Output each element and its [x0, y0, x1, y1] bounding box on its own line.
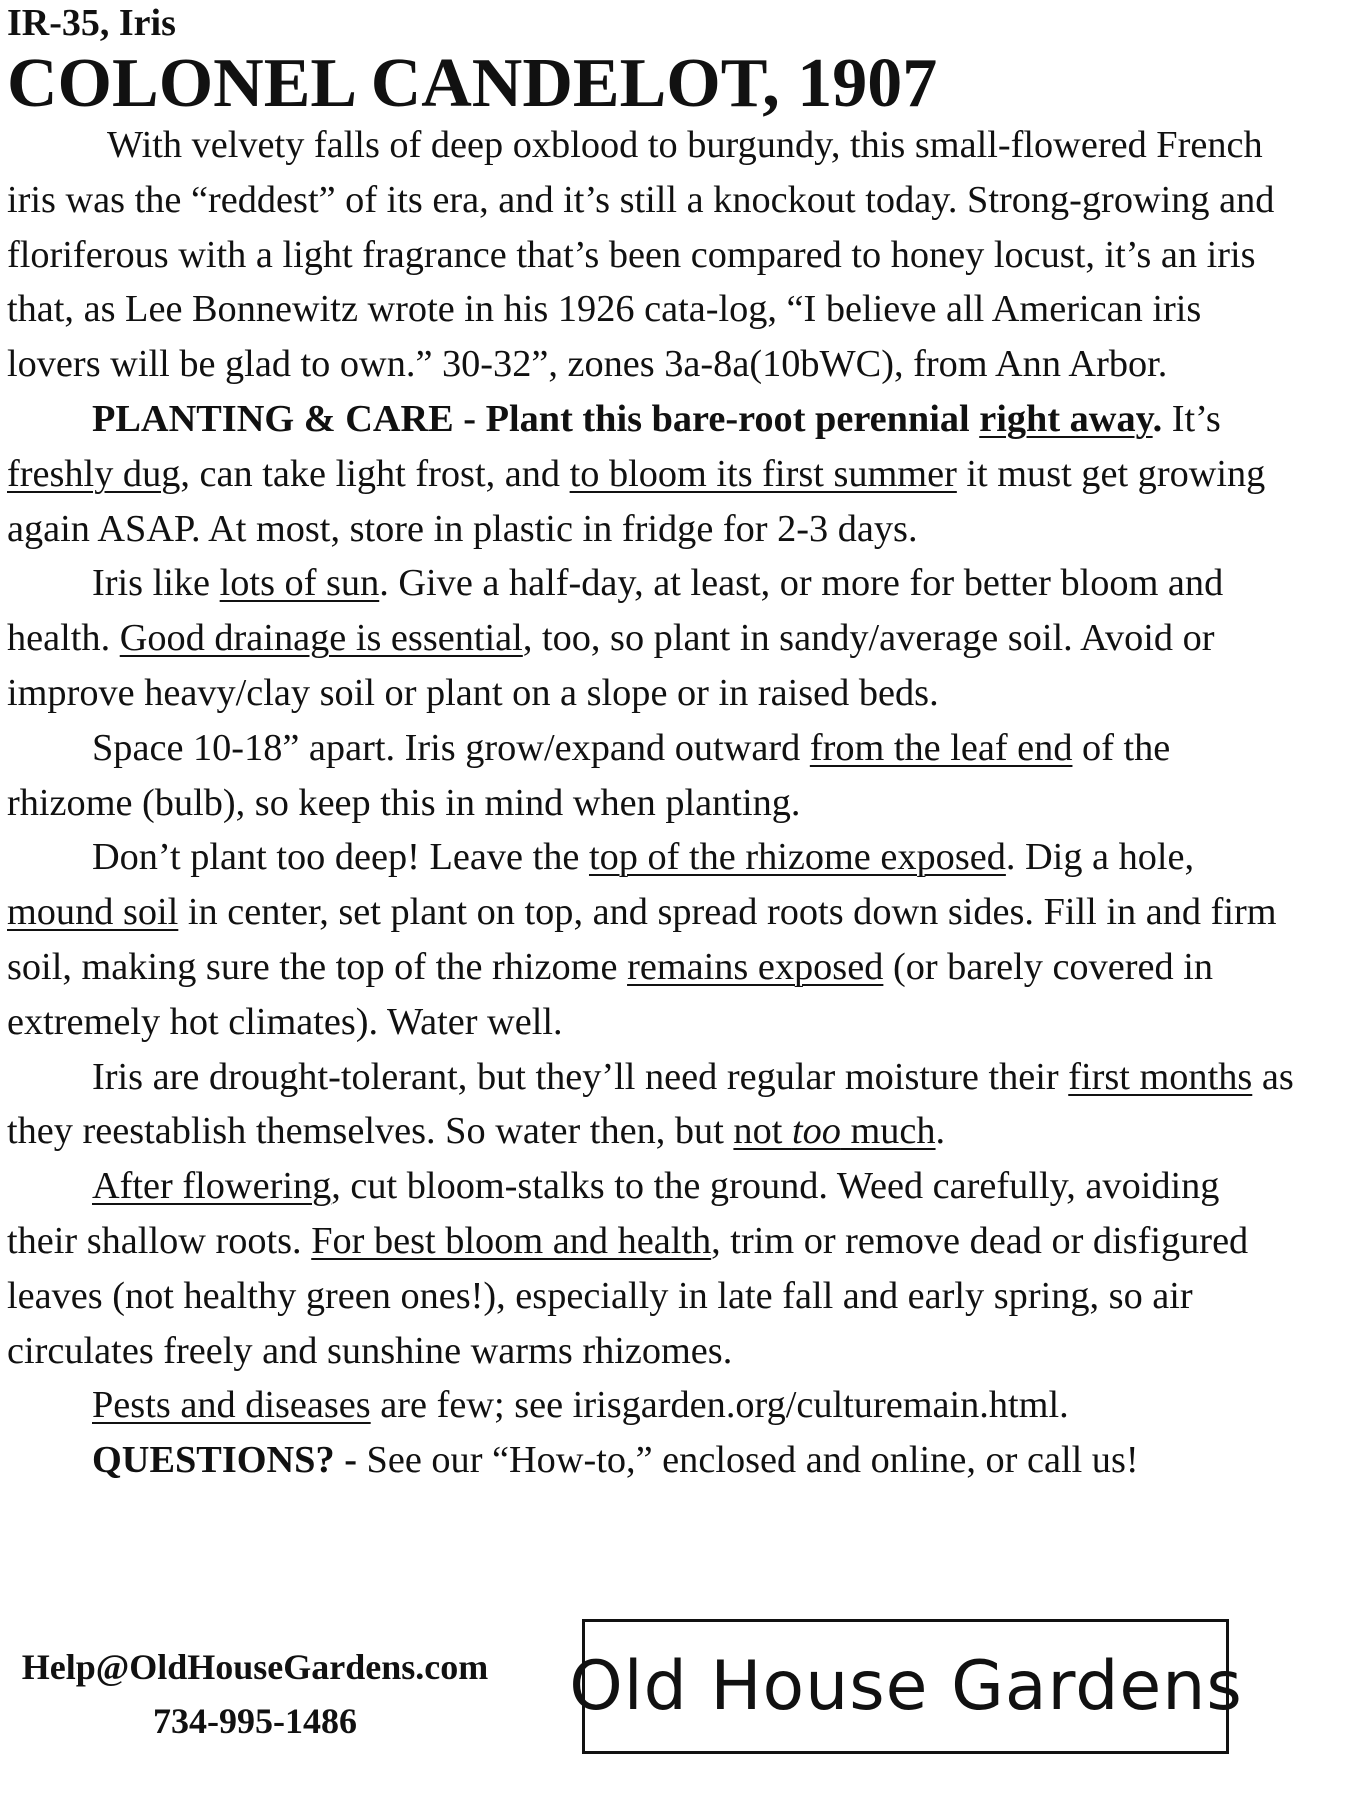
deep-text-3: in center, set plant on top, and spread roots down sides. Fill in and firm soil, making sure the top of the rhizome [7, 891, 1277, 988]
label-sheet [7, 0, 1297, 1488]
spacing-paragraph [7, 721, 1297, 831]
underline-after-flowering: After flowering [92, 1165, 332, 1208]
underline-much: much [840, 1110, 936, 1153]
sun-text-1: Iris like [92, 562, 220, 605]
water-text-2: as they reestablish themselves. So water then, but [7, 1055, 1294, 1153]
underline-freshly-dug: freshly dug [7, 452, 181, 495]
watering-paragraph [7, 1050, 1297, 1160]
questions-paragraph [7, 1433, 1297, 1488]
variety-title: COLONEL CANDELOT, 1907 [7, 45, 938, 122]
logo-wordmark [568, 1637, 1243, 1737]
sun-text-2: . Give a half-day, at least, or more for better bloom and health. [7, 562, 1224, 660]
space-text-1: Space 10-18” apart. Iris grow/expand outward [92, 726, 810, 769]
underline-mound-soil: mound soil [7, 891, 179, 934]
water-text-1: Iris are drought-tolerant, but they’ll need regular moisture their [92, 1055, 1069, 1098]
underline-first-months: first months [1068, 1055, 1253, 1098]
water-text-3: . [935, 1110, 946, 1153]
space-text-2: of the rhizome (bulb), so keep this in mind when planting. [7, 726, 1171, 824]
underline-too: too [791, 1110, 841, 1153]
after-text-1: , cut bloom-stalks to the ground. Weed carefully, avoiding their shallow roots. [7, 1165, 1220, 1262]
sun-paragraph [7, 556, 1297, 720]
deep-text-4: (or barely covered in extremely hot climates). Water well. [7, 945, 1213, 1043]
underline-pests: Pests and diseases [92, 1384, 371, 1427]
planting-lead: Plant this bare-root perennial [485, 397, 980, 440]
underline-top-exposed: top of the rhizome exposed [588, 836, 1006, 879]
underline-drainage: Good drainage is essential [119, 617, 523, 660]
brand-logo [568, 1619, 1243, 1754]
planting-paragraph [7, 392, 1297, 556]
deep-text-1: Don’t plant too deep! Leave the [92, 836, 589, 879]
contact-block [10, 1640, 500, 1748]
after-flowering-paragraph [7, 1159, 1297, 1378]
product-code: IR-35, Iris [7, 2, 176, 44]
underline-lots-of-sun: lots of sun [219, 562, 380, 605]
questions-heading: QUESTIONS? - [92, 1439, 367, 1482]
intro-paragraph: With velvety falls of deep oxblood to burgundy, this small-flowered French iris was the “reddest” of its era, and it’s still a knockout today. Strong-growing and floriferous with a light fragrance that’s been compared to honey locust, it’s an iris that, as Lee Bonnewitz wrote in his 1926 cata-log, “I believe all American iris lovers will be glad to own.” 30-32”, zones 3a-8a(10bWC), from Ann Arbor. [7, 124, 1275, 386]
depth-paragraph [7, 830, 1297, 1049]
underline-remains-exposed: remains exposed [627, 945, 884, 988]
planting-text-2: , can take light frost, and [180, 452, 570, 495]
logo-text: Old House Gardens [568, 1646, 1243, 1726]
sun-text-3: , too, so plant in sandy/average soil. Avoid or improve heavy/clay soil or plant on a slope or in raised beds. [7, 617, 1215, 714]
deep-text-2: . Dig a hole, [1005, 836, 1195, 879]
questions-text: See our “How-to,” enclosed and online, or call us! [366, 1439, 1139, 1482]
planting-text-3: it must get growing again ASAP. At most, store in plastic in fridge for 2-3 days. [7, 452, 1266, 550]
pests-paragraph [7, 1378, 1297, 1433]
planting-text-1: It’s [1162, 397, 1221, 440]
underline-not: not [733, 1110, 792, 1153]
underline-best-bloom: For best bloom and health [311, 1219, 712, 1262]
underline-right-away: right away [979, 397, 1153, 440]
underline-first-summer: to bloom its first summer [569, 452, 957, 495]
contact-phone: 734-995-1486 [153, 1701, 357, 1741]
pests-text: are few; see irisgarden.org/culturemain.html. [370, 1384, 1069, 1427]
after-text-2: , trim or remove dead or disfigured leaves (not healthy green ones!), especially in late fall and early spring, so air circulates freely and sunshine warms rhizomes. [7, 1219, 1249, 1372]
planting-dot: . [1152, 397, 1163, 440]
planting-heading: PLANTING & CARE - [92, 397, 486, 440]
contact-email[interactable]: Help@OldHouseGardens.com [21, 1647, 489, 1687]
underline-leaf-end: from the leaf end [809, 726, 1073, 769]
